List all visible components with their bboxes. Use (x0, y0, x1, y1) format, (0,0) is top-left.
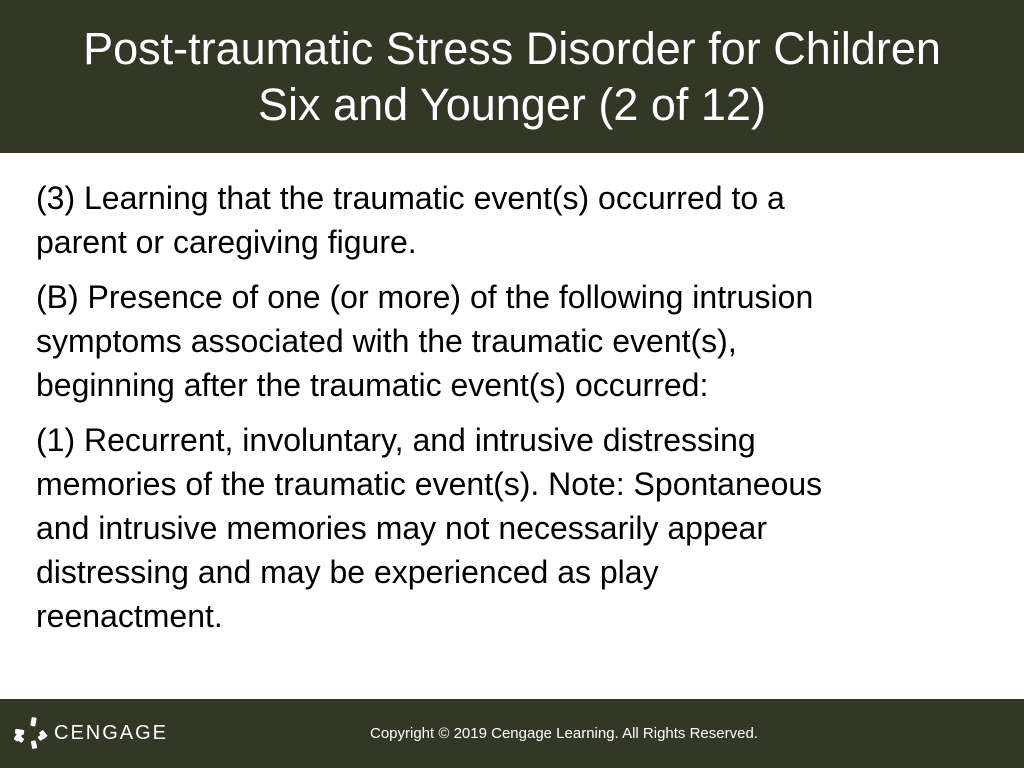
copyright-notice: Copyright © 2019 Cengage Learning. All Rights Reserved. (370, 725, 758, 742)
paragraph-recurrent-memories (36, 418, 976, 638)
cengage-logo (14, 716, 168, 750)
paragraph-learning (36, 176, 976, 264)
slide-body (36, 176, 976, 649)
cengage-logo-icon (14, 716, 48, 750)
slide-title-line-2: Six and Younger (2 of 12) (258, 78, 766, 130)
paragraph-line: distressing and may be experienced as play (36, 554, 659, 590)
paragraph-line: beginning after the traumatic event(s) occurred: (36, 367, 709, 403)
paragraph-line: and intrusive memories may not necessarily appear (36, 510, 767, 546)
slide-title-line-1: Post-traumatic Stress Disorder for Children (83, 22, 941, 74)
paragraph-line: (B) Presence of one (or more) of the following intrusion (36, 279, 814, 315)
paragraph-line: (1) Recurrent, involuntary, and intrusive distressing (36, 422, 756, 458)
paragraph-line: memories of the traumatic event(s). Note: Spontaneous (36, 466, 823, 502)
footer-bar (0, 699, 1024, 768)
title-bar (0, 0, 1024, 153)
paragraph-line: reenactment. (36, 598, 223, 634)
paragraph-line: parent or caregiving figure. (36, 224, 417, 260)
paragraph-line: symptoms associated with the traumatic event(s), (36, 323, 737, 359)
cengage-logo-text: CENGAGE (54, 722, 169, 744)
paragraph-intrusion-symptoms (36, 275, 976, 407)
paragraph-line: (3) Learning that the traumatic event(s) occurred to a (36, 180, 785, 216)
